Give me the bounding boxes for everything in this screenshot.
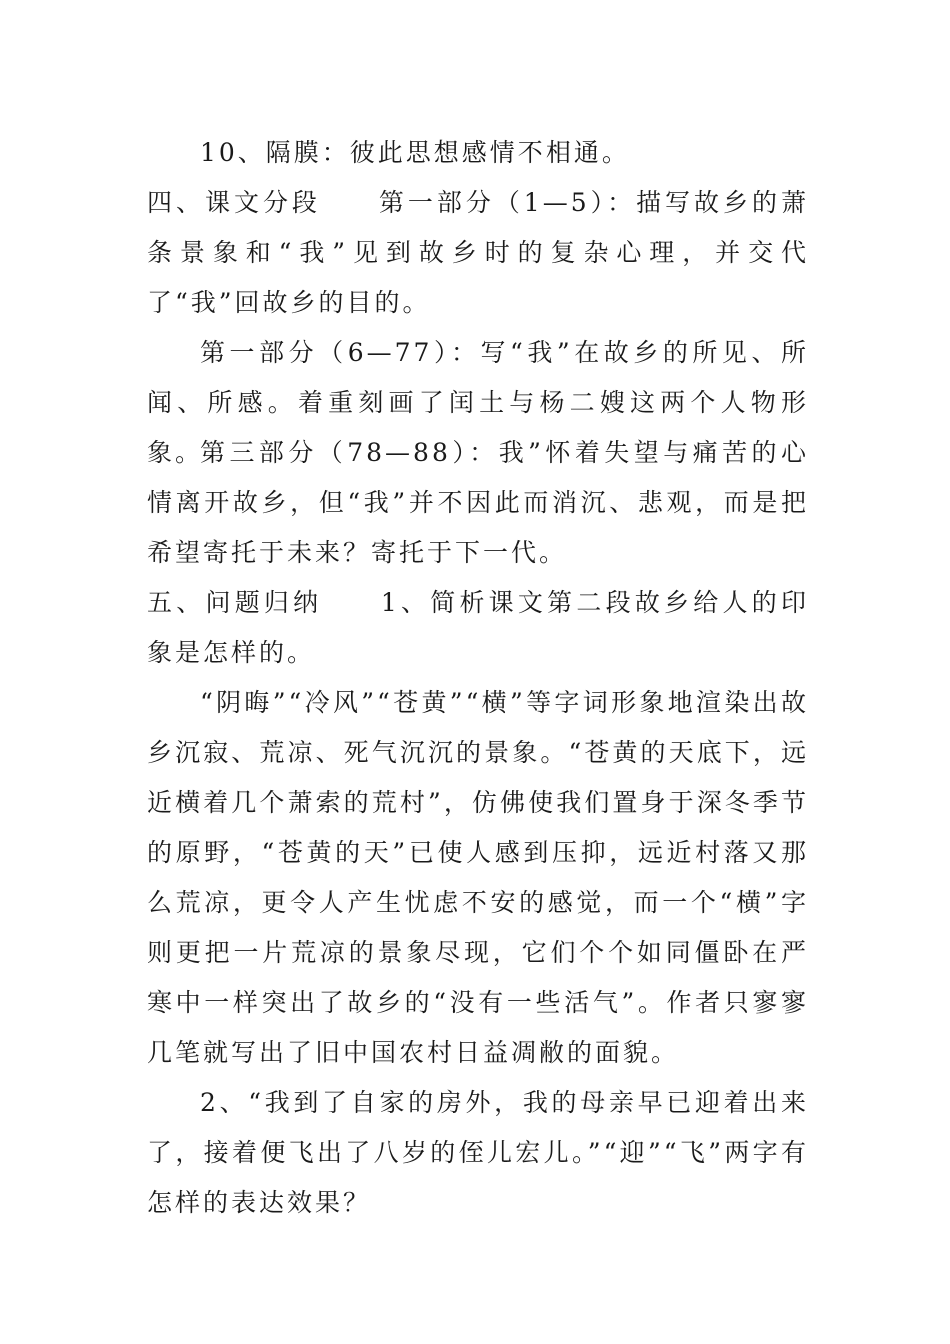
paragraph-answer-1: “阴晦”“冷风”“苍黄”“横”等字词形象地渲染出故乡沉寂、荒凉、死气沉沉的景象。“苍黄的天底下，远近横着几个萧索的荒村”，仿佛使我们置身于深冬季节的原野，“苍黄的天”已使人感到压抑，远近村落又那么荒凉，更令人产生忧虑不安的感觉，而一个“横”字则更把一片荒凉的景象尽现，它们个个如同僵卧在严寒中一样突出了故乡的“没有一些活气”。作者只寥寥几笔就写出了旧中国农村日益凋敝的面貌。	[147, 688, 809, 1067]
paragraph-part-two: 第一部分（6—77）：写“我”在故乡的所见、所闻、所感。着重刻画了闰土与杨二嫂这两个人物形象。	[147, 338, 809, 467]
paragraph-question-1: 五、问题归纳 1、简析课文第二段故乡给人的印象是怎样的。	[147, 588, 809, 667]
paragraph-part-three: 第三部分（78—88）：我”怀着失望与痛苦的心情离开故乡，但“我”并不因此而消沉、悲观，而是把希望寄托于未来？寄托于下一代。	[147, 438, 809, 567]
paragraph-vocab-10: 10、隔膜：彼此思想感情不相通。	[200, 138, 630, 167]
paragraph-question-2: 2、“我到了自家的房外，我的母亲早已迎着出来了，接着便飞出了八岁的侄儿宏儿。”“迎”“飞”两字有怎样的表达效果？	[147, 1088, 809, 1217]
paragraph-section-division: 四、课文分段 第一部分（1—5）：描写故乡的萧条景象和“我”见到故乡时的复杂心理，并交代了“我”回故乡的目的。	[147, 188, 809, 317]
